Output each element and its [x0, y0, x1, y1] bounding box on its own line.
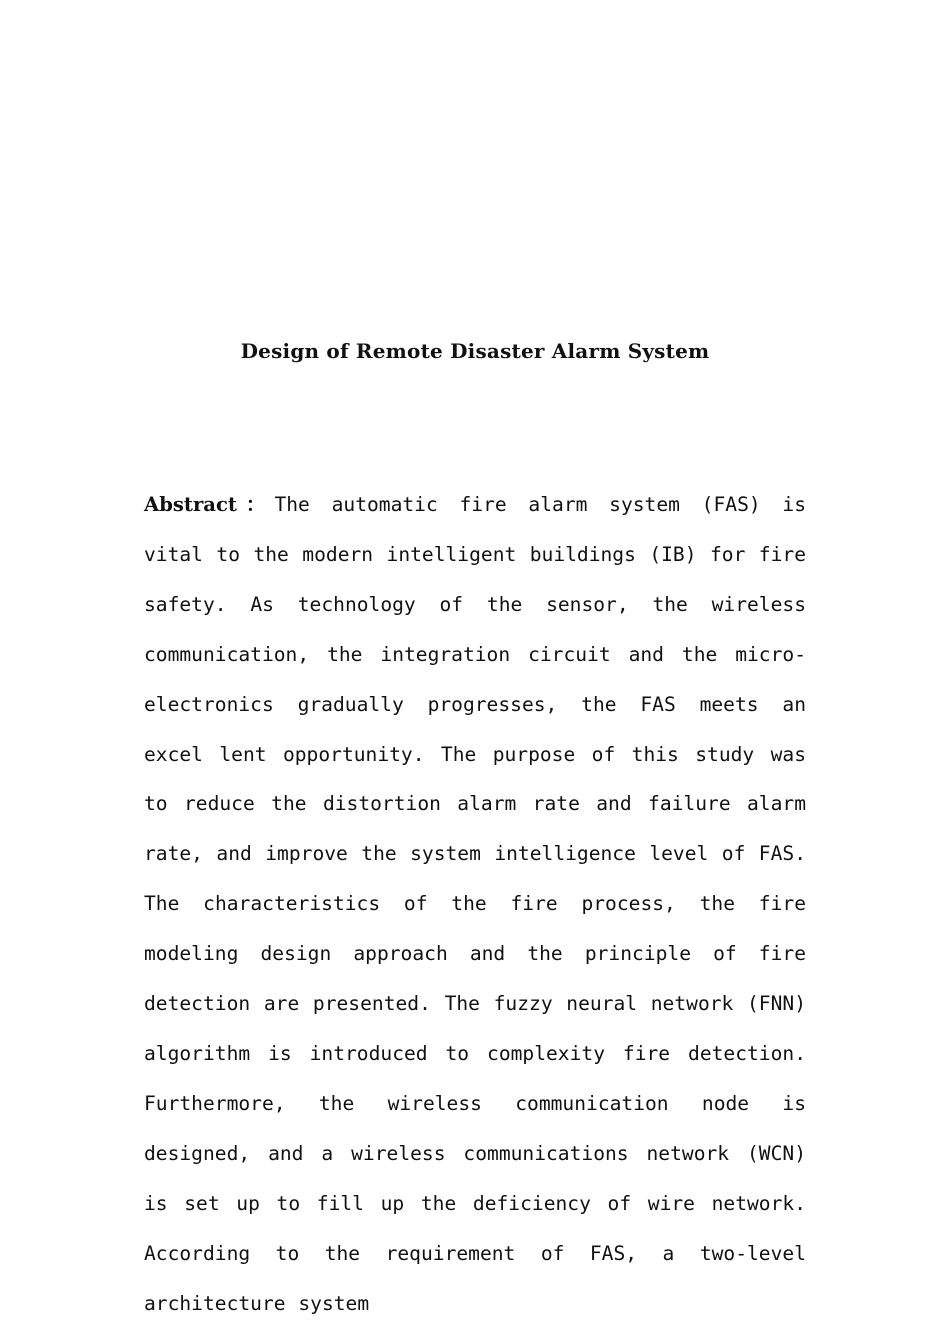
abstract-text: The automatic fire alarm system (FAS) is vital to the modern intelligent buildings (IB) for fire safety. As technology of the sensor, the wireless communication, the integration circuit and the micro-electronics gradually progresses, the FAS meets an excel lent opportunity. The purpose of this study was to reduce the distortion alarm rate and failure alarm rate, and improve the system intelligence level of FAS. The characteristics of the fire process, the fire modeling design approach and the principle of fire detection are presented. The fuzzy neural network (FNN) algorithm is introduced to complexity fire detection. Furthermore, the wireless communication node is designed, and a wireless communications network (WCN) is set up to fill up the deficiency of wire network. According to the requirement of FAS, a two-level architecture system [144, 493, 806, 1315]
document-title: Design of Remote Disaster Alarm System [240, 339, 710, 363]
abstract-label: Abstract： [144, 493, 275, 516]
abstract-paragraph [144, 480, 806, 1328]
